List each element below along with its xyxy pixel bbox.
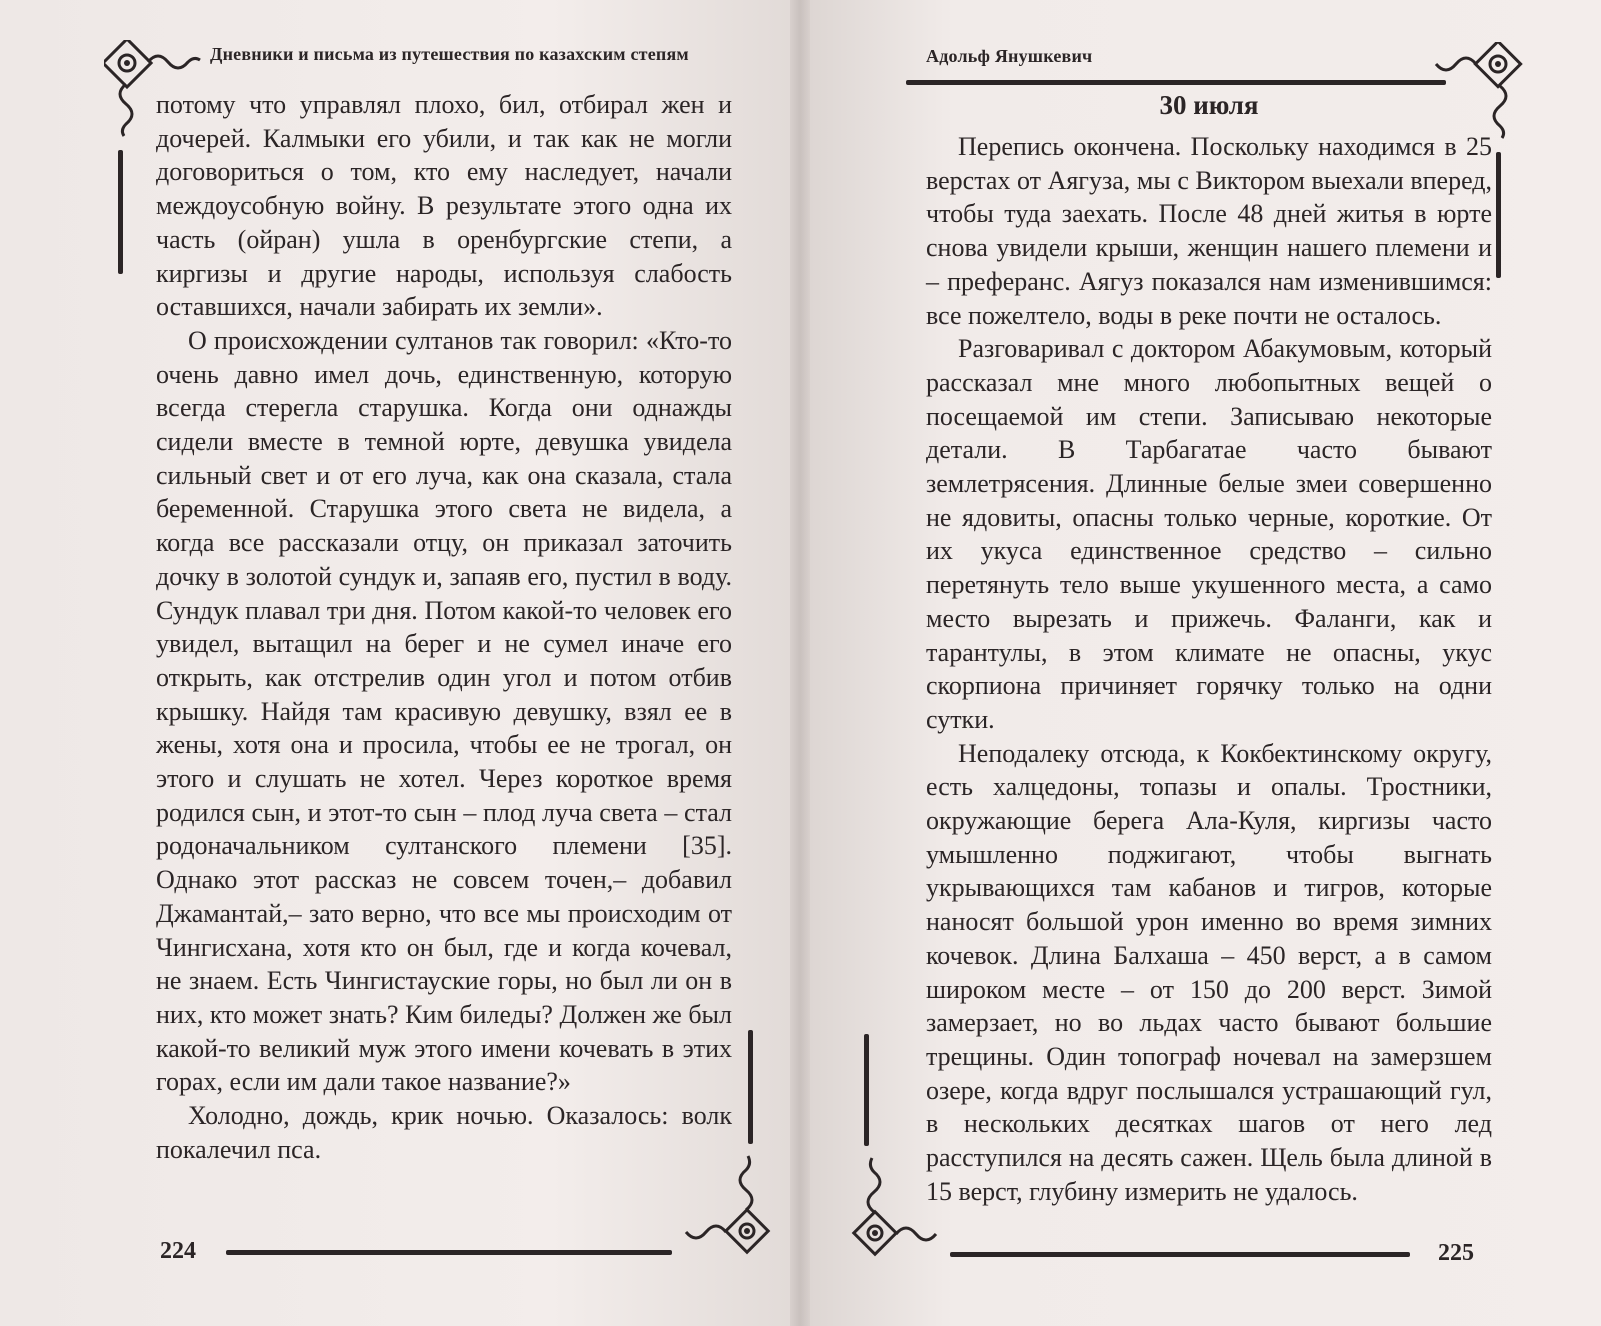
footer-rule: [226, 1250, 672, 1255]
right-page: [810, 0, 1601, 1326]
footer-rule: [950, 1252, 1410, 1257]
right-body-text: [926, 130, 1492, 1209]
header-rule: [906, 80, 1446, 85]
left-vertical-rule-bottom: [748, 1030, 753, 1144]
right-vertical-rule-bottom: [864, 1034, 869, 1146]
left-vertical-rule-top: [118, 150, 123, 274]
running-head: Адольф Янушкевич: [926, 46, 1093, 66]
left-page: [0, 0, 790, 1326]
corner-ornament-bottom-right: [676, 1150, 776, 1260]
page-number: 225: [1438, 1240, 1474, 1266]
book-gutter: [790, 0, 810, 1326]
page-number: 224: [160, 1238, 196, 1264]
date-heading: 30 июля: [1159, 90, 1259, 120]
paragraph: Холодно, дождь, крик ночью. Оказалось: волк покалечил пса.: [156, 1101, 732, 1164]
left-body-text: [156, 88, 732, 1167]
right-vertical-rule-top: [1496, 152, 1501, 278]
paragraph: Перепись окончена. Поскольку находимся в 25 верстах от Аягуза, мы с Виктором выехали вперед, чтобы туда заехать. После 48 дней житья в юрте снова увидели крыши, женщин нашего племени и – преферанс. Аягуз показался нам изменившимся: все пожелтело, воды в реке почти не осталось.: [926, 132, 1492, 330]
paragraph: потому что управлял плохо, бил, отбирал жен и дочерей. Калмыки его убили, и так как не могли договориться о том, кто ему наследует, начали междоусобную войну. В результате этого одна их часть (ойран) ушла в оренбургские степи, а киргизы и другие народы, используя слабость оставшихся, начали забирать их земли».: [156, 90, 732, 322]
paragraph: Разговаривал с доктором Абакумовым, который рассказал мне много любопытных вещей о посещаемой им степи. Записываю некоторые детали. В Тарбагатае часто бывают землетрясения. Длинные белые змеи совершенно не ядовиты, опасны только черные, короткие. От их укуса единственное средство – сильно перетянуть тело выше укушенного места, а само место вырезать и прижечь. Фаланги, как и тарантулы, в этом климате не опасны, укус скорпиона причиняет горячку только на одни сутки.: [926, 334, 1492, 734]
corner-ornament-bottom-left: [846, 1152, 956, 1262]
paragraph: О происхождении султанов так говорил: «Кто-то очень давно имел дочь, единственную, которую всегда стерегла старушка. Когда они однажды сидели вместе в темной юрте, девушка увидела сильный свет и от его луча, как она сказала, стала беременной. Старушка этого света не видела, а когда все рассказали отцу, он приказал заточить дочку в золотой сундук и, запаяв его, пустил в воду. Сундук плавал три дня. Потом какой-то человек его увидел, вытащил на берег и не сумел иначе его открыть, как отстрелив один угол и потом отбив крышку. Найдя там красивую девушку, взял ее в жены, хотя она и просила, чтобы ее не трогал, он этого и слушать не хотел. Через короткое время родился сын, и этот-то сын – плод луча света – стал родоначальником султанского племени [35]. Однако этот рассказ не совсем точен,– добавил Джамантай,– зато верно, что все мы происходим от Чингисхана, хотя кто он был, где и когда кочевал, не знаем. Есть Чингистауские горы, но был ли он в них, кто может знать? Ким биледы? Должен же был какой-то великий муж этого имени кочевать в этих горах, если им дали такое название?»: [156, 325, 732, 1097]
paragraph: Неподалеку отсюда, к Кокбектинскому округу, есть халцедоны, топазы и опалы. Тростники, окружающие берега Ала-Куля, киргизы часто умышленно поджигают, чтобы выгнать укрывающихся там кабанов и тигров, которые наносят большой урон именно во время зимних кочевок. Длина Балхаша – 450 верст, а в самом широком месте – от 150 до 200 верст. Зимой замерзает, но во льдах часто бывают большие трещины. Один топограф ночевал на замерзшем озере, когда вдруг послышался устрашающий гул, в нескольких десятках шагов от него лед расступился на десять сажен. Щель была длиной в 15 верст, глубину измерить не удалось.: [926, 738, 1492, 1206]
running-head: Дневники и письма из путешествия по казахским степям: [210, 44, 689, 64]
